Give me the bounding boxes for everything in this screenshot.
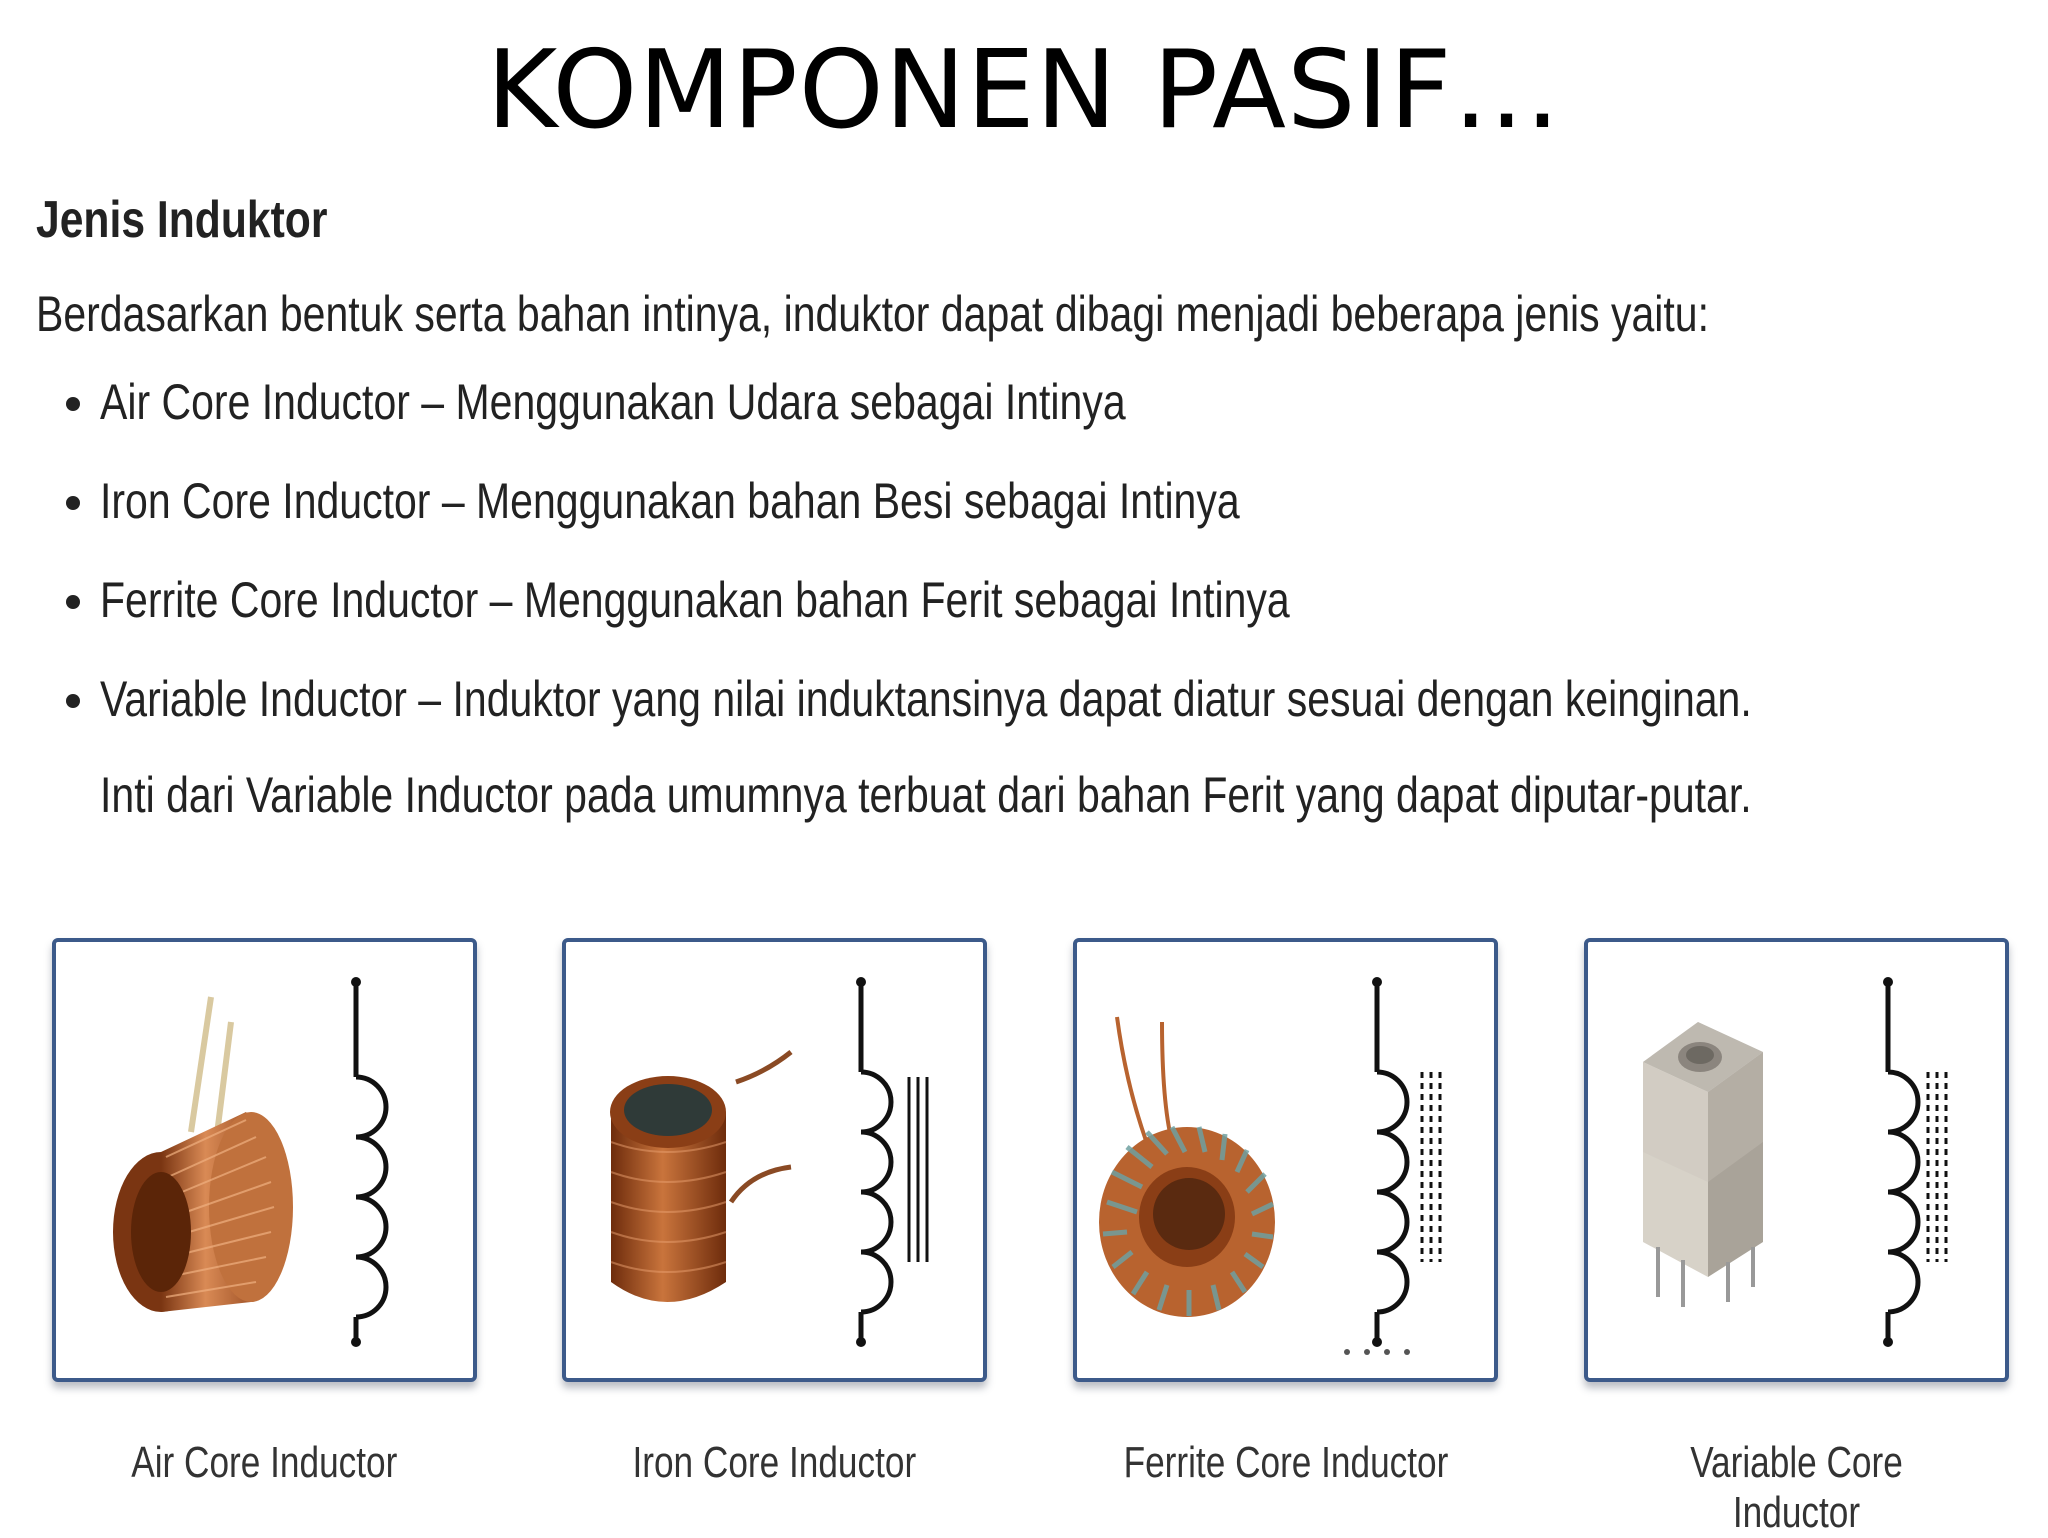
list-item-continuation: Inti dari Variable Inductor pada umumnya terbuat dari bahan Ferit yang dapat diputar-putar.: [100, 767, 1752, 823]
ferrite-core-card: [1073, 938, 1498, 1382]
iron-core-coil-icon: [566, 942, 983, 1378]
air-core-card: [52, 938, 477, 1382]
bullet-icon: [66, 397, 80, 411]
ferrite-toroid-icon: [1077, 942, 1494, 1378]
intro-text: Berdasarkan bentuk serta bahan intinya, induktor dapat dibagi menjadi beberapa jenis yaitu:: [36, 286, 1709, 342]
bullet-icon: [66, 496, 80, 510]
list-item: [36, 369, 1836, 435]
slide-title: KOMPONEN PASIF…: [486, 28, 1562, 153]
ferrite-core-caption: Ferrite Core Inductor: [1123, 1438, 1448, 1487]
list-item: [36, 666, 1836, 828]
list-item: [36, 468, 1836, 534]
variable-core-caption: Variable Core Inductor: [1690, 1438, 1903, 1537]
list-item-text: Variable Inductor – Induktor yang nilai induktansinya dapat diatur sesuai dengan keinginan.: [100, 671, 1752, 727]
variable-core-card: [1584, 938, 2009, 1382]
list-item: [36, 567, 1836, 633]
list-item-text: Air Core Inductor – Menggunakan Udara sebagai Intinya: [100, 374, 1126, 430]
bullet-icon: [66, 595, 80, 609]
iron-core-card: [562, 938, 987, 1382]
section-heading: Jenis Induktor: [36, 191, 328, 249]
bullet-icon: [66, 694, 80, 708]
iron-core-caption: Iron Core Inductor: [632, 1438, 917, 1487]
list-item-text: Ferrite Core Inductor – Menggunakan bahan Ferit sebagai Intinya: [100, 572, 1290, 628]
air-core-caption: Air Core Inductor: [131, 1438, 398, 1487]
inductor-type-list: [36, 369, 1836, 828]
air-core-coil-icon: [56, 942, 473, 1378]
variable-core-inductor-icon: [1588, 942, 2005, 1378]
content-block: [36, 185, 1836, 861]
list-item-text: Iron Core Inductor – Menggunakan bahan Besi sebagai Intinya: [100, 473, 1240, 529]
